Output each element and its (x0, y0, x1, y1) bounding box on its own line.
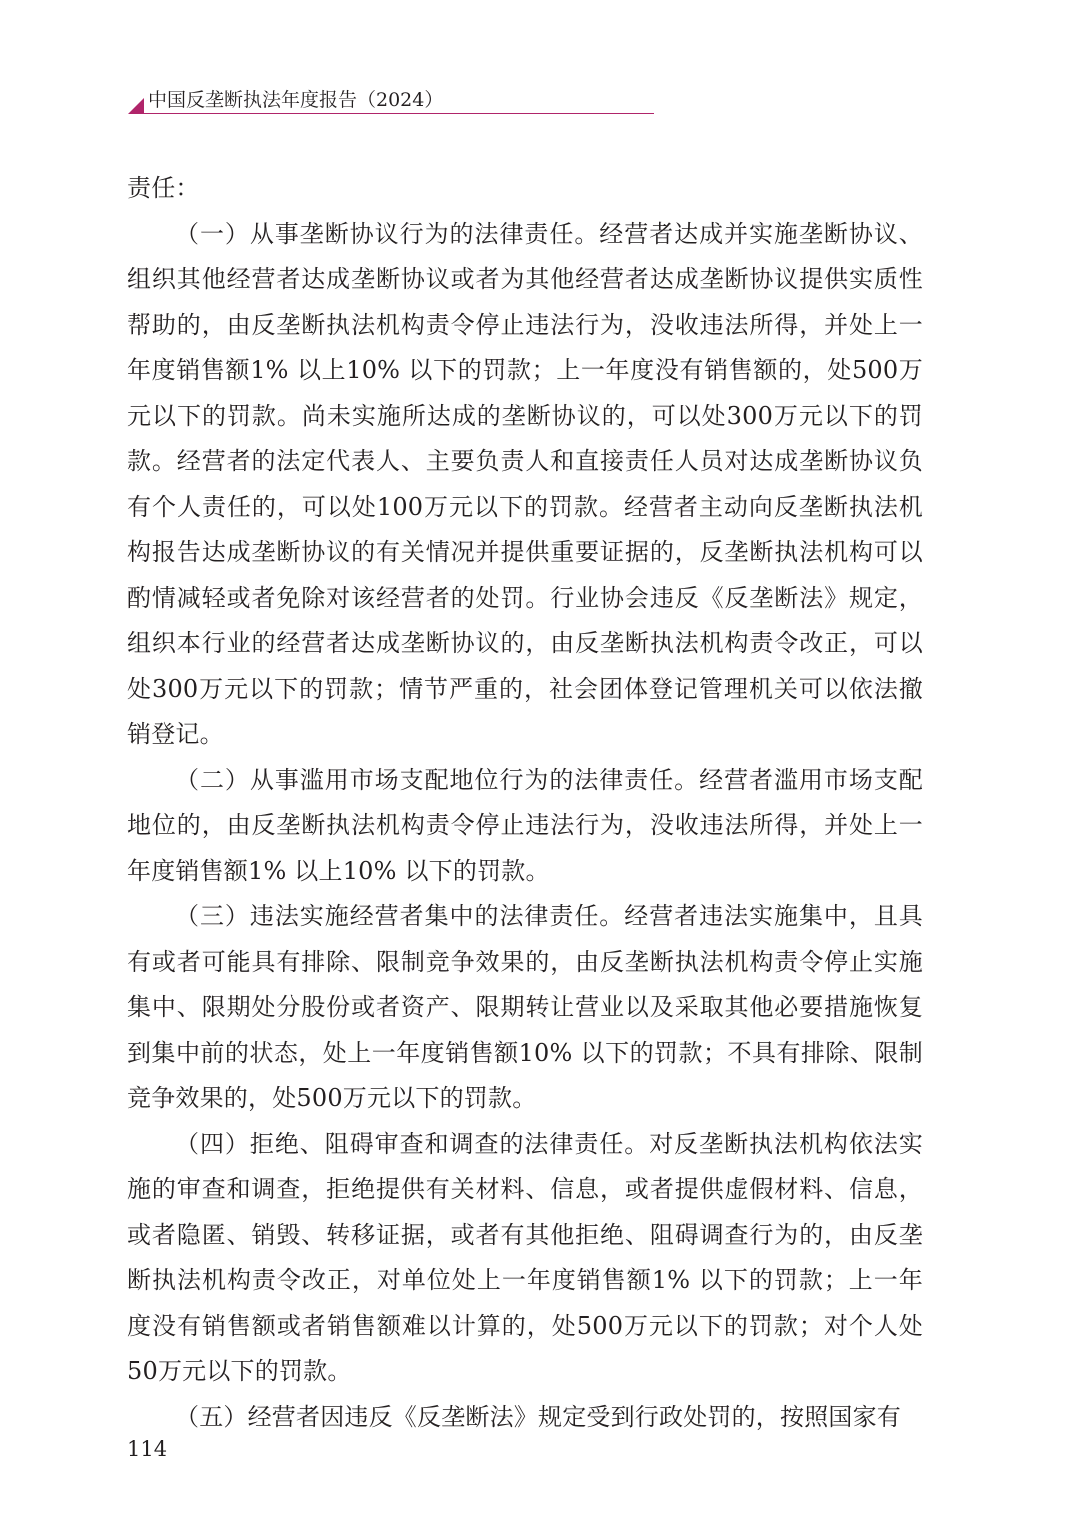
header-title: 中国反垄断执法年度报告（2024） (148, 89, 444, 111)
paragraph-responsibility-intro: 责任： (127, 174, 200, 202)
running-header (128, 88, 654, 118)
paragraph-obstruction: （四）拒绝、阻碍审查和调查的法律责任。对反垄断执法机构依法实施的审查和调查，拒绝提供有关材料、信息，或者提供虚假材料、信息，或者隐匿、销毁、转移证据，或者有其他拒绝、阻碍调查行为的，由反垄断执法机构责令改正，对单位处上一年度销售额1% 以下的罚款；上一年度没有销售额或者销售额难以计算的，处500万元以下的罚款；对个人处50万元以下的罚款。 (127, 1129, 923, 1385)
paragraph-administrative-penalty: （五）经营者因违反《反垄断法》规定受到行政处罚的，按照国家有 (175, 1402, 901, 1431)
paragraph-monopoly-agreement: （一）从事垄断协议行为的法律责任。经营者达成并实施垄断协议、组织其他经营者达成垄断协议或者为其他经营者达成垄断协议提供实质性帮助的，由反垄断执法机构责令停止违法行为，没收违法所得，并处上一年度销售额1% 以上10% 以下的罚款；上一年度没有销售额的，处500万元以下的罚款。尚未实施所达成的垄断协议的，可以处300万元以下的罚款。经营者的法定代表人、主要负责人和直接责任人员对达成垄断协议负有个人责任的，可以处100万元以下的罚款。经营者主动向反垄断执法机构报告达成垄断协议的有关情况并提供重要证据的，反垄断执法机构可以酌情减轻或者免除对该经营者的处罚。行业协会违反《反垄断法》规定，组织本行业的经营者达成垄断协议的，由反垄断执法机构责令改正，可以处300万元以下的罚款；情节严重的，社会团体登记管理机关可以依法撤销登记。 (127, 219, 923, 748)
header-rule (144, 113, 654, 114)
paragraph-dominant-position: （二）从事滥用市场支配地位行为的法律责任。经营者滥用市场支配地位的，由反垄断执法机构责令停止违法行为，没收违法所得，并处上一年度销售额1% 以上10% 以下的罚款。 (127, 765, 923, 885)
header-triangle-marker (128, 98, 144, 114)
paragraph-concentration: （三）违法实施经营者集中的法律责任。经营者违法实施集中，且具有或者可能具有排除、限制竞争效果的，由反垄断执法机构责令停止实施集中、限期处分股份或者资产、限期转让营业以及采取其他必要措施恢复到集中前的状态，处上一年度销售额10% 以下的罚款；不具有排除、限制竞争效果的，处500万元以下的罚款。 (127, 902, 923, 1112)
body-text (127, 166, 923, 1440)
page-number: 114 (127, 1437, 168, 1461)
